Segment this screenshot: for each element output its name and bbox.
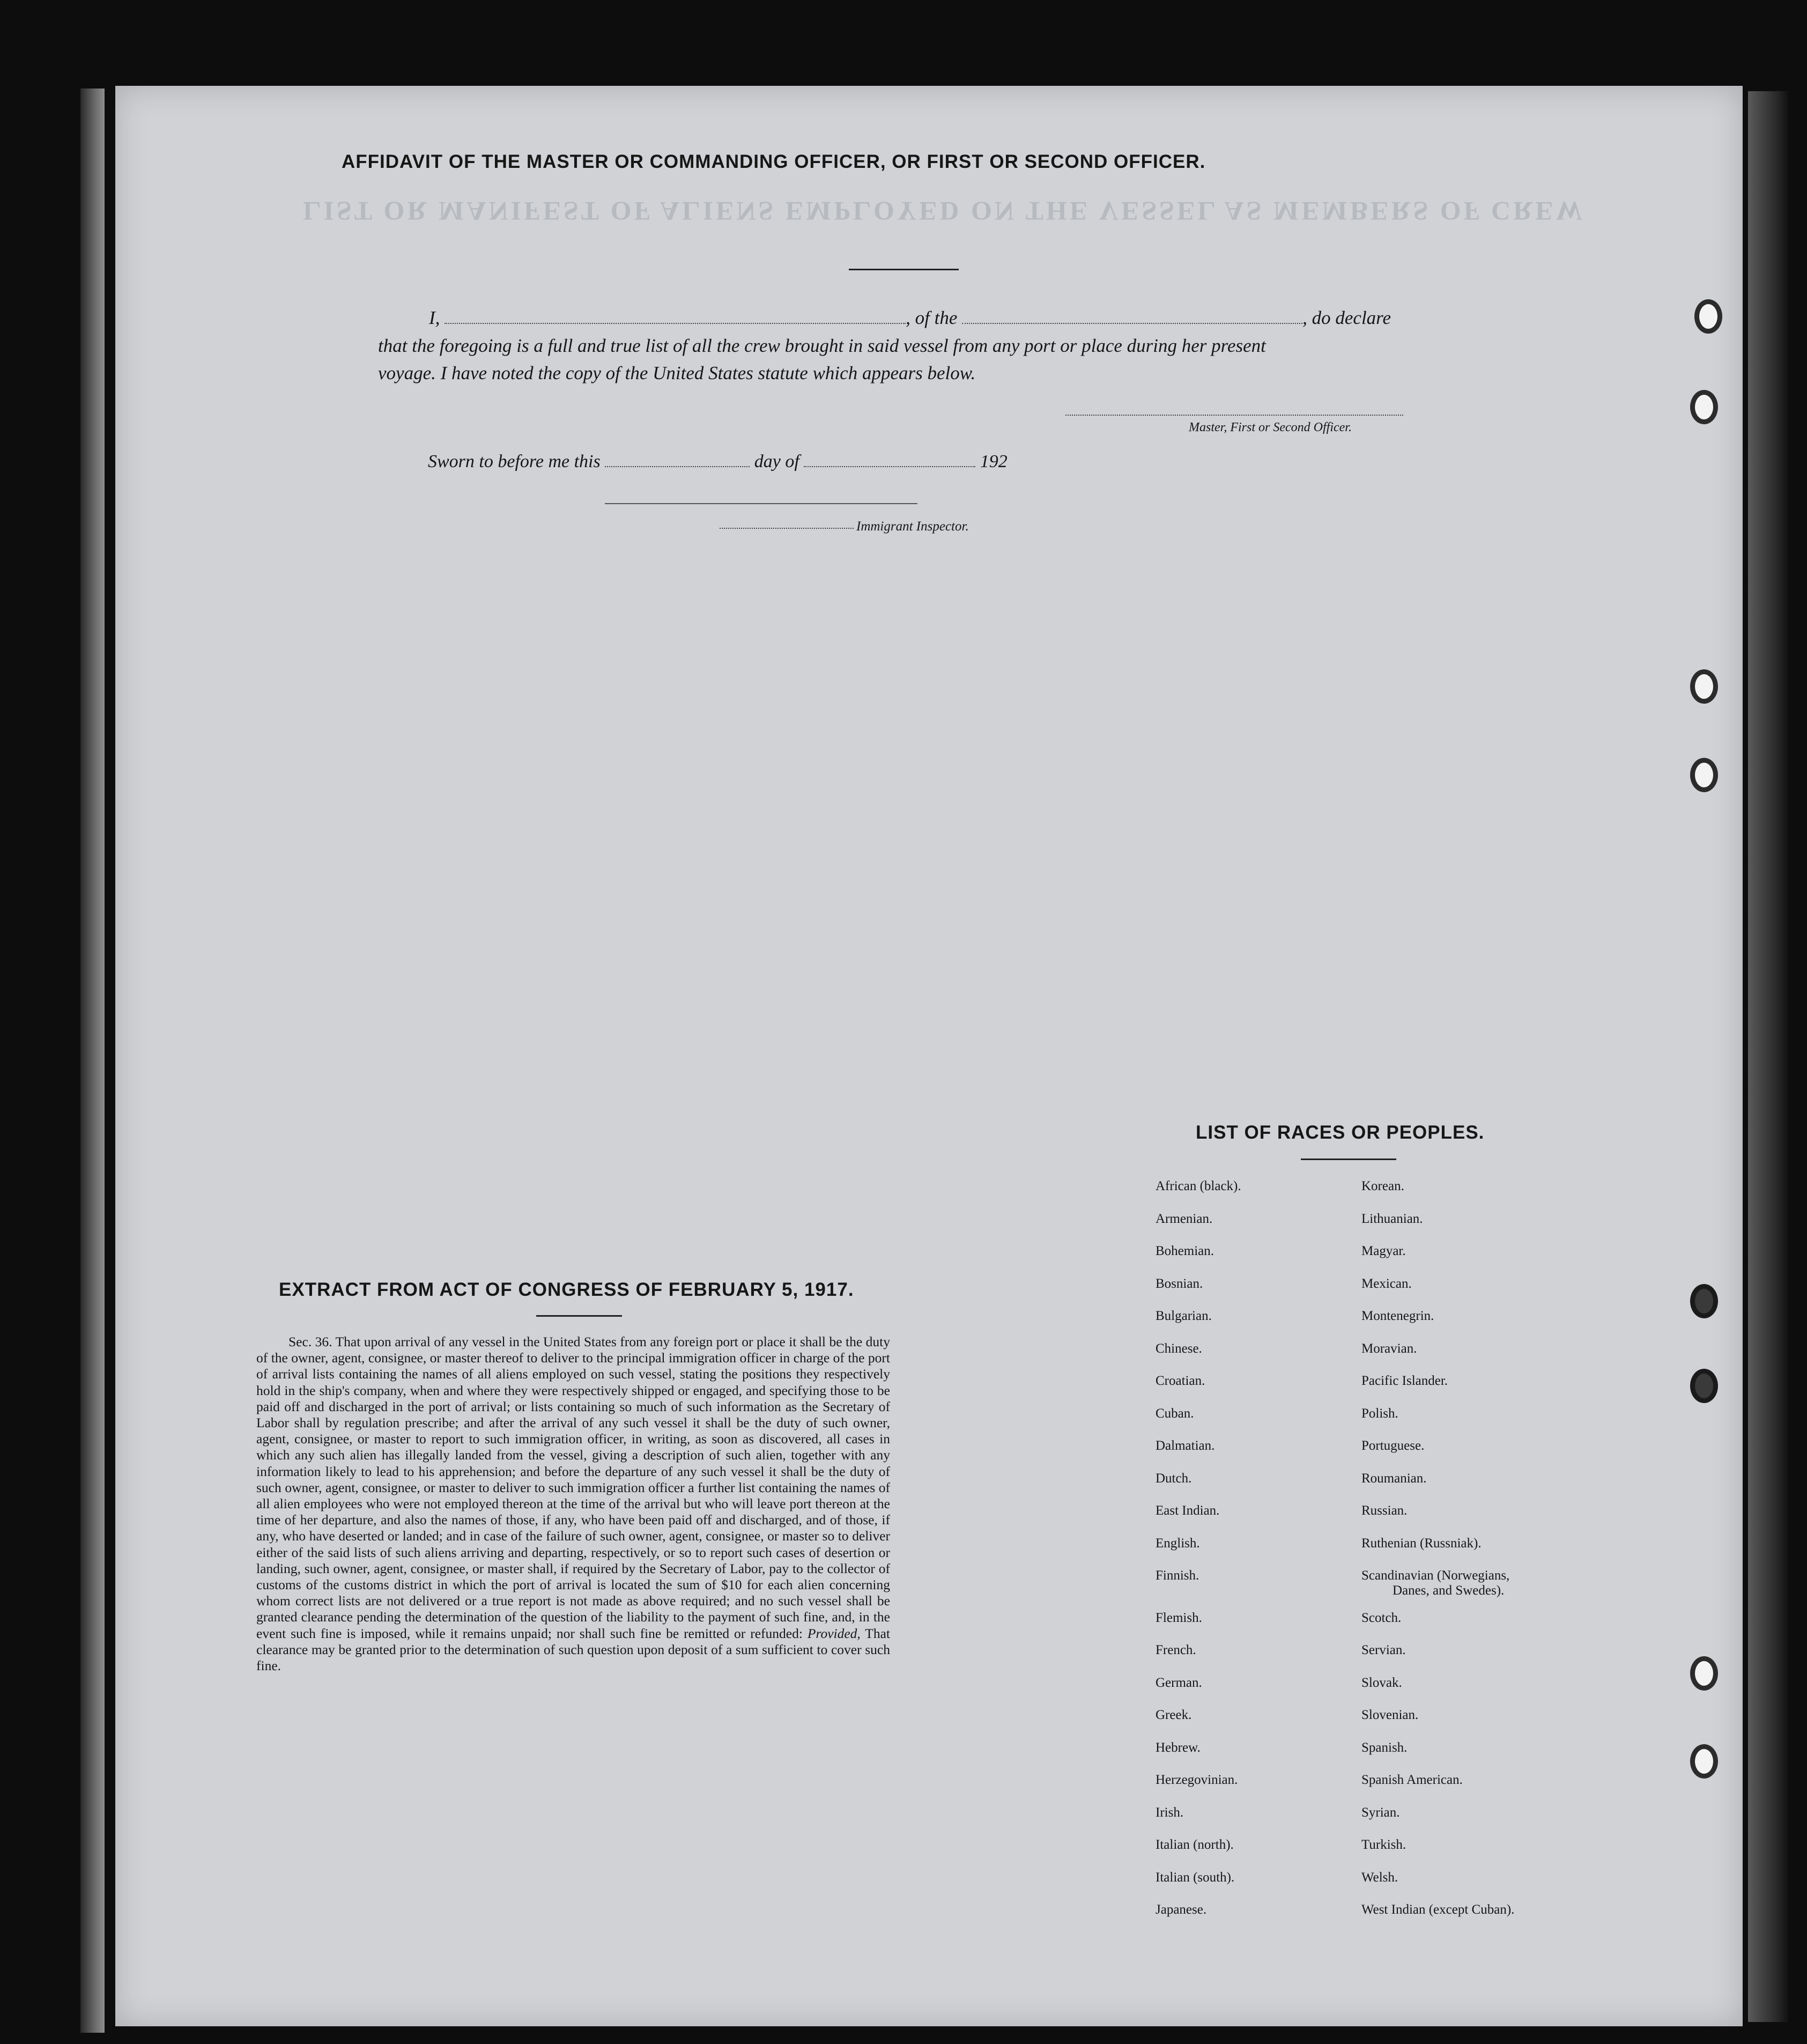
affidavit-of-the-label: , of the bbox=[906, 307, 958, 328]
race-item: Croatian. bbox=[1156, 1374, 1205, 1388]
affidavit-i-label: I, bbox=[429, 307, 440, 328]
races-heading-rule bbox=[1301, 1158, 1396, 1160]
race-item: Armenian. bbox=[1156, 1211, 1213, 1226]
punch-hole bbox=[1690, 758, 1718, 792]
section-label: Sec. 36. bbox=[288, 1334, 332, 1349]
punch-hole bbox=[1690, 1369, 1718, 1403]
punch-hole bbox=[1690, 1284, 1718, 1318]
officer-signature-field[interactable] bbox=[1065, 415, 1403, 416]
race-item: Welsh. bbox=[1361, 1870, 1398, 1885]
inspector-signature-dots bbox=[720, 528, 854, 529]
sworn-line bbox=[428, 452, 1008, 472]
race-item: Chinese. bbox=[1156, 1341, 1202, 1356]
race-item: Mexican. bbox=[1361, 1276, 1412, 1291]
race-item: Korean. bbox=[1361, 1179, 1404, 1193]
inspector-label: Immigrant Inspector. bbox=[856, 519, 969, 534]
race-item: Bosnian. bbox=[1156, 1276, 1203, 1291]
race-item: Portuguese. bbox=[1361, 1438, 1425, 1453]
race-item: Syrian. bbox=[1361, 1805, 1400, 1820]
race-item: Slovenian. bbox=[1361, 1708, 1419, 1722]
sworn-day-of-label: day of bbox=[754, 452, 799, 471]
race-item: Bohemian. bbox=[1156, 1244, 1214, 1258]
race-item: Flemish. bbox=[1156, 1610, 1202, 1625]
race-item: Magyar. bbox=[1361, 1244, 1406, 1258]
race-item: Slovak. bbox=[1361, 1675, 1402, 1690]
race-item: African (black). bbox=[1156, 1179, 1241, 1193]
race-item: Roumanian. bbox=[1361, 1471, 1427, 1486]
affidavit-line-2: that the foregoing is a full and true list of all the crew brought in said vessel from any port or place during her present bbox=[378, 335, 1266, 356]
statute-text bbox=[256, 1334, 890, 1674]
affidavit-declare-label: , do declare bbox=[1302, 307, 1391, 328]
scan-left-edge bbox=[80, 88, 105, 2033]
races-heading: LIST OF RACES OR PEOPLES. bbox=[1196, 1122, 1485, 1143]
race-item: East Indian. bbox=[1156, 1503, 1220, 1518]
race-item: Greek. bbox=[1156, 1708, 1192, 1722]
vessel-name-field[interactable] bbox=[962, 311, 1302, 324]
punch-hole bbox=[1694, 299, 1722, 334]
statute-body-end: That clearance may be granted prior to the determination of such question upon deposit of a sum sufficient to cover such fine. bbox=[256, 1625, 891, 1674]
master-name-field[interactable] bbox=[445, 311, 906, 324]
race-item: Montenegrin. bbox=[1361, 1309, 1434, 1323]
race-item: West Indian (except Cuban). bbox=[1361, 1902, 1515, 1917]
affidavit-line-1 bbox=[429, 307, 1593, 329]
race-item: Dalmatian. bbox=[1156, 1438, 1215, 1453]
sworn-month-field[interactable] bbox=[804, 454, 975, 467]
officer-signature-label: Master, First or Second Officer. bbox=[1189, 420, 1352, 434]
race-item: Bulgarian. bbox=[1156, 1309, 1212, 1323]
race-item: Pacific Islander. bbox=[1361, 1374, 1448, 1388]
race-item: Ruthenian (Russniak). bbox=[1361, 1536, 1482, 1551]
race-item: Finnish. bbox=[1156, 1568, 1199, 1583]
race-item: French. bbox=[1156, 1643, 1196, 1657]
race-item: Spanish. bbox=[1361, 1740, 1408, 1755]
sworn-label: Sworn to before me this bbox=[428, 452, 601, 471]
affidavit-heading: AFFIDAVIT OF THE MASTER OR COMMANDING OFFICER, OR FIRST OR SECOND OFFICER. bbox=[342, 151, 1206, 172]
extract-heading: EXTRACT FROM ACT OF CONGRESS OF FEBRUARY 5, 1917. bbox=[279, 1279, 854, 1300]
statute-body: That upon arrival of any vessel in the United States from any foreign port or place it shall be the duty of the owner, agent, consignee, or master thereof to deliver to the principal immigration officer in charge of the port of arrival lists containing the names of all aliens employed on such vessel, stating the positions they respectively hold in the ship's company, when and where they were respectively shipped or engaged, and specifying those to be paid off and discharged in the port of arrival; or lists containing so much of such information as the Secretary of Labor shall by regulation prescribe; and after the arrival of any such vessel it shall be the duty of such owner, agent, consignee, or master to report to such immigration officer, in writing, as soon as discovered, all cases in which any such alien has illegally landed from the vessel, giving a description of such alien, together with any information likely to lead to his apprehension; and before the departure of any such vessel it shall be the duty of such owner, agent, consignee, or master to deliver to such immigration officer a further list containing the names of all alien employees who were not employed thereon at the time of the arrival but who will leave port thereon at the time of her departure, and also the names of those, if any, who have been paid off and discharged, and of those, if any, who have deserted or landed; and in case of the failure of such owner, agent, consignee, or master so to deliver either of the said lists of such aliens arriving and departing, respectively, or so to report such cases of desertion or landing, such owner, agent, consignee, or master shall, if required by the Secretary of Labor, pay to the collector of customs of the customs district in which the port of arrival is located the sum of $10 for each alien concerning whom correct lists are not delivered or a true report is not made as above required; and no such vessel shall be granted clearance pending the determination of the question of the liability to the payment of such fine, and, in the event such fine is imposed, while it remains unpaid; nor shall such fine be remitted or refunded: bbox=[256, 1334, 890, 1641]
punch-hole bbox=[1690, 390, 1718, 424]
scan-right-edge bbox=[1748, 91, 1788, 2022]
race-item: Polish. bbox=[1361, 1406, 1398, 1421]
race-item: Irish. bbox=[1156, 1805, 1184, 1820]
race-item: Russian. bbox=[1361, 1503, 1408, 1518]
race-item: German. bbox=[1156, 1675, 1202, 1690]
affidavit-line-3: voyage. I have noted the copy of the United States statute which appears below. bbox=[378, 363, 976, 383]
race-item: Cuban. bbox=[1156, 1406, 1194, 1421]
affidavit-heading-rule bbox=[849, 269, 959, 270]
race-item: Turkish. bbox=[1361, 1838, 1406, 1852]
race-item: Dutch. bbox=[1156, 1471, 1192, 1486]
sworn-year-label: 192 bbox=[980, 452, 1008, 471]
extract-heading-rule bbox=[536, 1315, 622, 1317]
sworn-day-field[interactable] bbox=[605, 454, 750, 467]
race-item: Scotch. bbox=[1361, 1610, 1402, 1625]
race-item-continuation: Danes, and Swedes). bbox=[1393, 1583, 1505, 1598]
race-item: English. bbox=[1156, 1536, 1200, 1551]
statute-provided: Provided, bbox=[807, 1625, 861, 1641]
race-item: Servian. bbox=[1361, 1643, 1406, 1657]
race-item: Moravian. bbox=[1361, 1341, 1417, 1356]
race-item: Japanese. bbox=[1156, 1902, 1207, 1917]
race-item: Italian (north). bbox=[1156, 1838, 1234, 1852]
inspector-signature-field[interactable] bbox=[605, 503, 917, 504]
race-item: Herzegovinian. bbox=[1156, 1773, 1238, 1787]
race-item: Spanish American. bbox=[1361, 1773, 1463, 1787]
race-item: Scandinavian (Norwegians, Danes, and Swedes). bbox=[1361, 1568, 1510, 1598]
punch-hole bbox=[1690, 1656, 1718, 1691]
punch-hole bbox=[1690, 669, 1718, 704]
bleed-through-title: LIST OR MANIFEST OF ALIENS EMPLOYED ON THE VESSEL AS MEMBERS OF CREW bbox=[303, 196, 1586, 226]
punch-hole bbox=[1690, 1744, 1718, 1779]
race-item: Hebrew. bbox=[1156, 1740, 1201, 1755]
race-item: Lithuanian. bbox=[1361, 1211, 1423, 1226]
race-item: Italian (south). bbox=[1156, 1870, 1235, 1885]
